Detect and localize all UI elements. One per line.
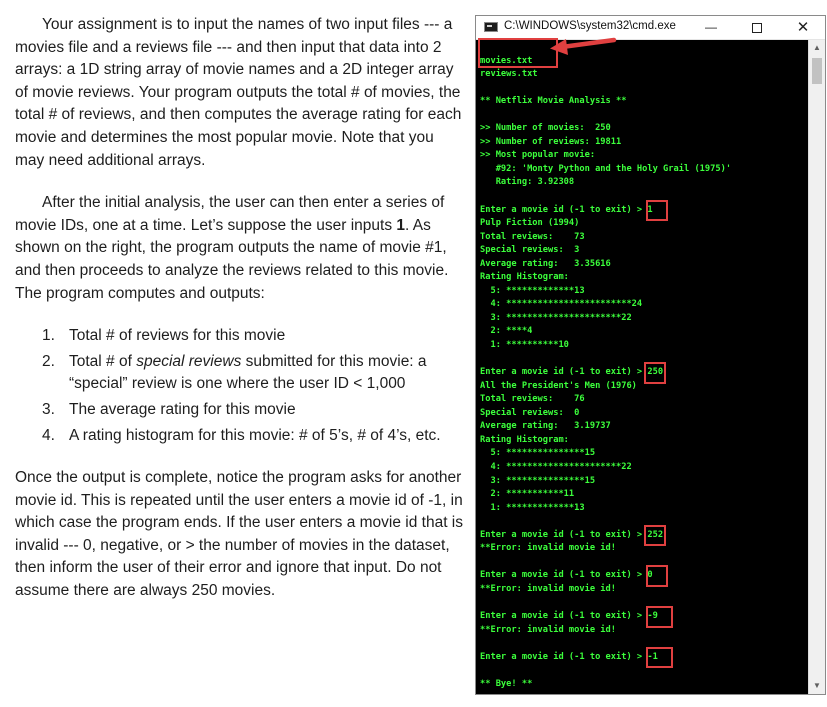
console-error-line: **Error: invalid movie id! <box>480 583 616 594</box>
maximize-icon <box>752 23 762 33</box>
console-line: 3: **********************22 <box>480 312 632 323</box>
file-names-highlight-box <box>478 38 558 68</box>
console-prompt-line <box>480 569 810 583</box>
list-item-text: The average rating for this movie <box>69 400 296 418</box>
console-line: Pulp Fiction (1994) <box>480 218 580 229</box>
list-number: 1. <box>42 327 55 345</box>
console-line: Total reviews: 73 <box>480 231 585 242</box>
scroll-down-arrow-icon[interactable]: ▼ <box>813 681 821 690</box>
console-header: ** Netflix Movie Analysis ** <box>480 96 627 107</box>
list-item <box>15 399 463 422</box>
list-item <box>15 325 463 348</box>
analysis-text-before: After the initial analysis, the user can then enter a series of movie IDs, one at a time. Let’s suppose the user inputs <box>15 194 445 234</box>
console-prompt-line <box>480 529 810 543</box>
console-prompt: Enter a movie id (-1 to exit) > <box>480 651 648 662</box>
console-line: Special reviews: 0 <box>480 407 580 418</box>
console-line: 1: *************13 <box>480 502 585 513</box>
console-error-line: **Error: invalid movie id! <box>480 543 616 554</box>
console-app-icon <box>484 22 498 32</box>
console-line-reviews-file: reviews.txt <box>480 69 538 80</box>
analysis-bold-input: 1 <box>396 216 406 234</box>
console-line: All the President's Men (1976) <box>480 380 637 391</box>
maximize-button[interactable] <box>737 16 777 39</box>
console-prompt-line <box>480 366 810 380</box>
list-number: 3. <box>42 400 55 418</box>
console-line: Total reviews: 76 <box>480 394 585 405</box>
console-prompt: Enter a movie id (-1 to exit) > <box>480 204 648 215</box>
list-number: 2. <box>42 352 55 370</box>
console-bye-line: ** Bye! ** <box>480 678 533 689</box>
list-item <box>15 425 463 448</box>
red-arrow-icon <box>548 34 618 56</box>
computed-outputs-list <box>15 325 463 447</box>
console-prompt: Enter a movie id (-1 to exit) > <box>480 610 648 621</box>
list-item <box>15 351 463 396</box>
highlighted-input: 0 <box>647 569 652 583</box>
window-titlebar[interactable] <box>476 16 825 40</box>
console-output[interactable] <box>480 41 810 691</box>
list-item-emphasis: special reviews <box>136 352 242 370</box>
list-item-text: submitted for this movie: a “special” review is one where the user ID < 1,000 <box>69 352 427 393</box>
highlighted-input: 250 <box>647 366 663 380</box>
console-prompt: Enter a movie id (-1 to exit) > <box>480 570 648 581</box>
console-line-movies-file: movies.txt <box>480 55 533 66</box>
console-line: Average rating: 3.35616 <box>480 258 611 269</box>
console-line: Average rating: 3.19737 <box>480 421 611 432</box>
console-prompt-line <box>480 204 810 218</box>
console-prompt: Enter a movie id (-1 to exit) > <box>480 529 648 540</box>
console-line: 1: **********10 <box>480 340 569 351</box>
console-line: Special reviews: 3 <box>480 245 580 256</box>
highlighted-input: 1 <box>647 204 652 218</box>
console-line: Rating Histogram: <box>480 434 569 445</box>
intro-paragraph: Your assignment is to input the names of two input files --- a movies file and a reviews file --- and then input that data into 2 arrays: a 1D string array of movie names and a 2D integer array of movie reviews. Your program outputs the total # of movies, the total # of reviews, and then computes the average rating for each movie and determines the most popular movie. Note that you may need additional arrays. <box>15 16 462 169</box>
console-line: #92: 'Monty Python and the Holy Grail (1975)' <box>480 163 732 174</box>
console-line: 5: *************13 <box>480 285 585 296</box>
console-prompt: Enter a movie id (-1 to exit) > <box>480 367 648 378</box>
scroll-up-arrow-icon[interactable]: ▲ <box>813 43 821 52</box>
list-item-text: A rating histogram for this movie: # of 5’s, # of 4’s, etc. <box>69 426 441 444</box>
console-line: Rating: 3.92308 <box>480 177 575 188</box>
cmd-window[interactable] <box>475 15 826 695</box>
assignment-text <box>15 14 463 603</box>
list-item-text: Total # of <box>69 352 137 370</box>
console-line: 4: ************************24 <box>480 299 643 310</box>
console-line: 2: ***********11 <box>480 489 575 500</box>
console-line: 2: ****4 <box>480 326 533 337</box>
console-line: 4: **********************22 <box>480 461 632 472</box>
highlighted-input: 252 <box>647 529 663 543</box>
closing-paragraph: Once the output is complete, notice the program asks for another movie id. This is repeated until the user enters a movie id of -1, in which case the program ends. If the user enters a movie id that is invalid --- 0, negative, or > the number of movies in the dataset, then inform the user of their error and ignore that input. Do not assume there are always 250 movies. <box>15 469 464 600</box>
highlighted-input: -9 <box>647 610 657 624</box>
close-button[interactable]: ✕ <box>796 19 810 36</box>
console-line: 5: ***************15 <box>480 448 596 459</box>
console-line: 3: ***************15 <box>480 475 596 486</box>
console-prompt-line <box>480 610 810 624</box>
window-title: C:\WINDOWS\system32\cmd.exe <box>504 20 676 32</box>
list-number: 4. <box>42 426 55 444</box>
scrollbar-thumb[interactable] <box>812 58 822 84</box>
highlighted-input: -1 <box>647 651 657 665</box>
console-line: Rating Histogram: <box>480 272 569 283</box>
console-line: >> Number of reviews: 19811 <box>480 136 622 147</box>
analysis-paragraph <box>15 192 463 305</box>
list-item-text: Total # of reviews for this movie <box>69 327 286 345</box>
console-line: >> Most popular movie: <box>480 150 596 161</box>
vertical-scrollbar[interactable] <box>808 40 825 694</box>
minimize-button[interactable]: — <box>705 20 717 34</box>
console-prompt-line <box>480 651 810 665</box>
analysis-text-after: . As shown on the right, the program outputs the name of movie #1, and then proceeds to analyze the reviews related to this movie. The program computes and outputs: <box>15 216 449 302</box>
console-line: >> Number of movies: 250 <box>480 123 611 134</box>
console-error-line: **Error: invalid movie id! <box>480 624 616 635</box>
